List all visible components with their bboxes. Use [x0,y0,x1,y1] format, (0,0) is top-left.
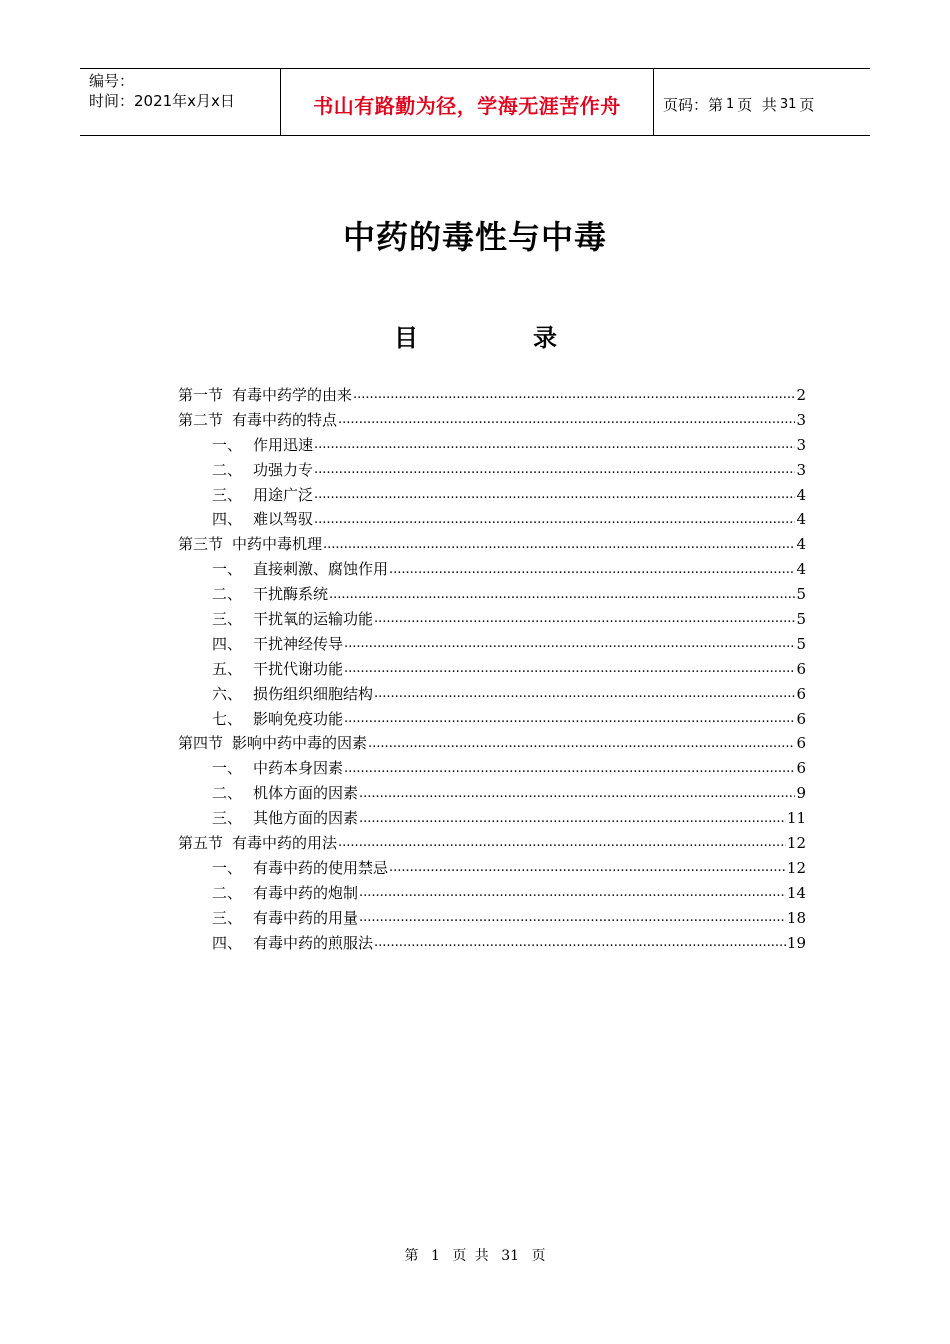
toc-entry-page: 4 [796,535,806,554]
toc-entry-number: 第二节 [178,410,224,429]
toc-subsection-entry[interactable] [178,607,806,632]
toc-entry-page: 4 [796,510,806,529]
toc-entry-label: 有毒中药的特点 [232,410,338,429]
toc-entry-label: 有毒中药的使用禁忌 [253,858,389,877]
toc-entry-number: 七、 [212,709,243,728]
toc-entry-page: 6 [796,759,806,778]
toc-entry-label: 影响中药中毒的因素 [232,734,368,753]
toc-section-entry[interactable] [178,383,806,408]
toc-entry-label: 作用迅速 [253,435,314,454]
toc-dot-leader [323,535,795,555]
toc-heading-right: 录 [533,324,557,352]
toc-dot-leader [314,460,795,480]
toc-dot-leader [374,684,795,704]
toc-entry-number: 三、 [212,610,243,629]
toc-entry-label: 干扰酶系统 [253,585,329,604]
toc-subsection-entry[interactable] [178,906,806,931]
toc-dot-leader [368,734,795,754]
toc-entry-page: 12 [786,858,806,877]
toc-entry-number: 一、 [212,759,243,778]
toc-entry-label: 机体方面的因素 [253,784,359,803]
toc-entry-number: 五、 [212,659,243,678]
page-header [80,68,870,136]
toc-entry-page: 6 [796,734,806,753]
toc-subsection-entry[interactable] [178,756,806,781]
toc-entry-page: 3 [796,435,806,454]
toc-entry-number: 一、 [212,435,243,454]
toc-subsection-entry[interactable] [178,806,806,831]
toc-dot-leader [389,560,795,580]
header-number-label: 编号： [89,72,135,90]
toc-subsection-entry[interactable] [178,557,806,582]
toc-dot-leader [314,435,795,455]
toc-entry-number: 第三节 [178,535,224,554]
toc-subsection-entry[interactable] [178,682,806,707]
toc-dot-leader [338,410,795,430]
toc-entry-number: 二、 [212,784,243,803]
header-page-info [654,69,870,135]
toc-entry-page: 11 [786,809,806,828]
toc-entry-label: 难以驾驭 [253,510,314,529]
toc-entry-label: 功强力专 [253,460,314,479]
toc-entry-page: 19 [786,933,806,952]
toc-entry-label: 中药本身因素 [253,759,344,778]
header-page-mid: 页 共 [737,95,777,114]
toc-entry-number: 三、 [212,485,243,504]
toc-entry-label: 干扰氧的运输功能 [253,610,374,629]
toc-dot-leader [338,833,786,853]
footer-mid: 页 共 [452,1248,489,1264]
toc-dot-leader [374,609,795,629]
toc-dot-leader [359,908,786,928]
toc-entry-page: 5 [796,634,806,653]
toc-section-entry[interactable] [178,731,806,756]
toc-section-entry[interactable] [178,831,806,856]
toc-entry-page: 5 [796,610,806,629]
toc-subsection-entry[interactable] [178,881,806,906]
document-title: 中药的毒性与中毒 [342,218,607,256]
toc-entry-number: 四、 [212,510,243,529]
toc-dot-leader [344,709,795,729]
toc-subsection-entry[interactable] [178,582,806,607]
toc-entry-label: 干扰神经传导 [253,634,344,653]
header-page-current: 1 [726,96,735,112]
toc-heading [0,318,950,352]
toc-entry-page: 6 [796,709,806,728]
toc-entry-number: 二、 [212,460,243,479]
footer-total: 31 [501,1248,520,1264]
toc-entry-number: 三、 [212,908,243,927]
header-page-total: 31 [779,96,797,112]
toc-subsection-entry[interactable] [178,657,806,682]
toc-subsection-entry[interactable] [178,507,806,532]
toc-entry-page: 6 [796,684,806,703]
toc-entry-number: 第五节 [178,834,224,853]
toc-subsection-entry[interactable] [178,707,806,732]
toc-dot-leader [359,784,795,804]
toc-entry-page: 18 [786,908,806,927]
toc-dot-leader [359,883,786,903]
header-motto: 书山有路勤为径，学海无涯苦作舟 [281,69,654,135]
toc-entry-page: 2 [796,386,806,404]
toc-entry-page: 4 [796,560,806,579]
toc-dot-leader [359,809,786,829]
toc-subsection-entry[interactable] [178,856,806,881]
toc-entry-number: 一、 [212,858,243,877]
header-time-label: 时间：2021年x月x日 [89,92,235,110]
page-footer [0,1245,950,1265]
table-of-contents [178,383,806,955]
toc-entry-page: 3 [796,410,806,429]
toc-entry-number: 四、 [212,933,243,952]
footer-suffix: 页 [531,1248,546,1264]
toc-subsection-entry[interactable] [178,632,806,657]
toc-entry-number: 三、 [212,809,243,828]
toc-dot-leader [389,858,786,878]
toc-heading-left: 目 [394,324,418,352]
toc-subsection-entry[interactable] [178,781,806,806]
toc-dot-leader [344,634,795,654]
toc-dot-leader [329,585,795,605]
toc-subsection-entry[interactable] [178,433,806,458]
toc-entry-page: 12 [786,834,806,853]
toc-entry-label: 有毒中药的用量 [253,908,359,927]
toc-entry-label: 其他方面的因素 [253,809,359,828]
header-page-prefix: 页码：第 [663,95,724,114]
toc-entry-page: 3 [796,460,806,479]
toc-entry-label: 影响免疫功能 [253,709,344,728]
toc-entry-number: 第四节 [178,734,224,753]
header-page-suffix: 页 [799,95,815,114]
toc-entry-label: 有毒中药的炮制 [253,883,359,902]
toc-entry-page: 4 [796,485,806,504]
footer-prefix: 第 [404,1248,419,1264]
toc-section-entry[interactable] [178,532,806,557]
toc-entry-page: 9 [796,784,806,803]
toc-subsection-entry[interactable] [178,483,806,508]
toc-entry-label: 有毒中药的煎服法 [253,933,374,952]
toc-entry-number: 第一节 [178,386,224,404]
toc-entry-label: 有毒中药学的由来 [232,386,353,404]
toc-entry-number: 四、 [212,634,243,653]
toc-subsection-entry[interactable] [178,458,806,483]
toc-entry-label: 直接刺激、腐蚀作用 [253,560,389,579]
toc-entry-label: 干扰代谢功能 [253,659,344,678]
footer-current: 1 [430,1248,440,1264]
toc-subsection-entry[interactable] [178,931,806,956]
toc-section-entry[interactable] [178,408,806,433]
toc-entry-number: 二、 [212,585,243,604]
toc-dot-leader [374,933,786,953]
toc-entry-label: 用途广泛 [253,485,314,504]
toc-entry-label: 损伤组织细胞结构 [253,684,374,703]
toc-dot-leader [314,510,795,530]
toc-dot-leader [314,485,795,505]
toc-entry-page: 14 [786,883,806,902]
toc-entry-number: 二、 [212,883,243,902]
toc-entry-number: 一、 [212,560,243,579]
toc-entry-label: 中药中毒机理 [232,535,323,554]
toc-dot-leader [344,759,795,779]
header-meta-cell [80,69,281,135]
toc-dot-leader [353,385,795,405]
toc-entry-page: 5 [796,585,806,604]
toc-entry-label: 有毒中药的用法 [232,834,338,853]
toc-entry-number: 六、 [212,684,243,703]
toc-entry-page: 6 [796,659,806,678]
toc-dot-leader [344,659,795,679]
